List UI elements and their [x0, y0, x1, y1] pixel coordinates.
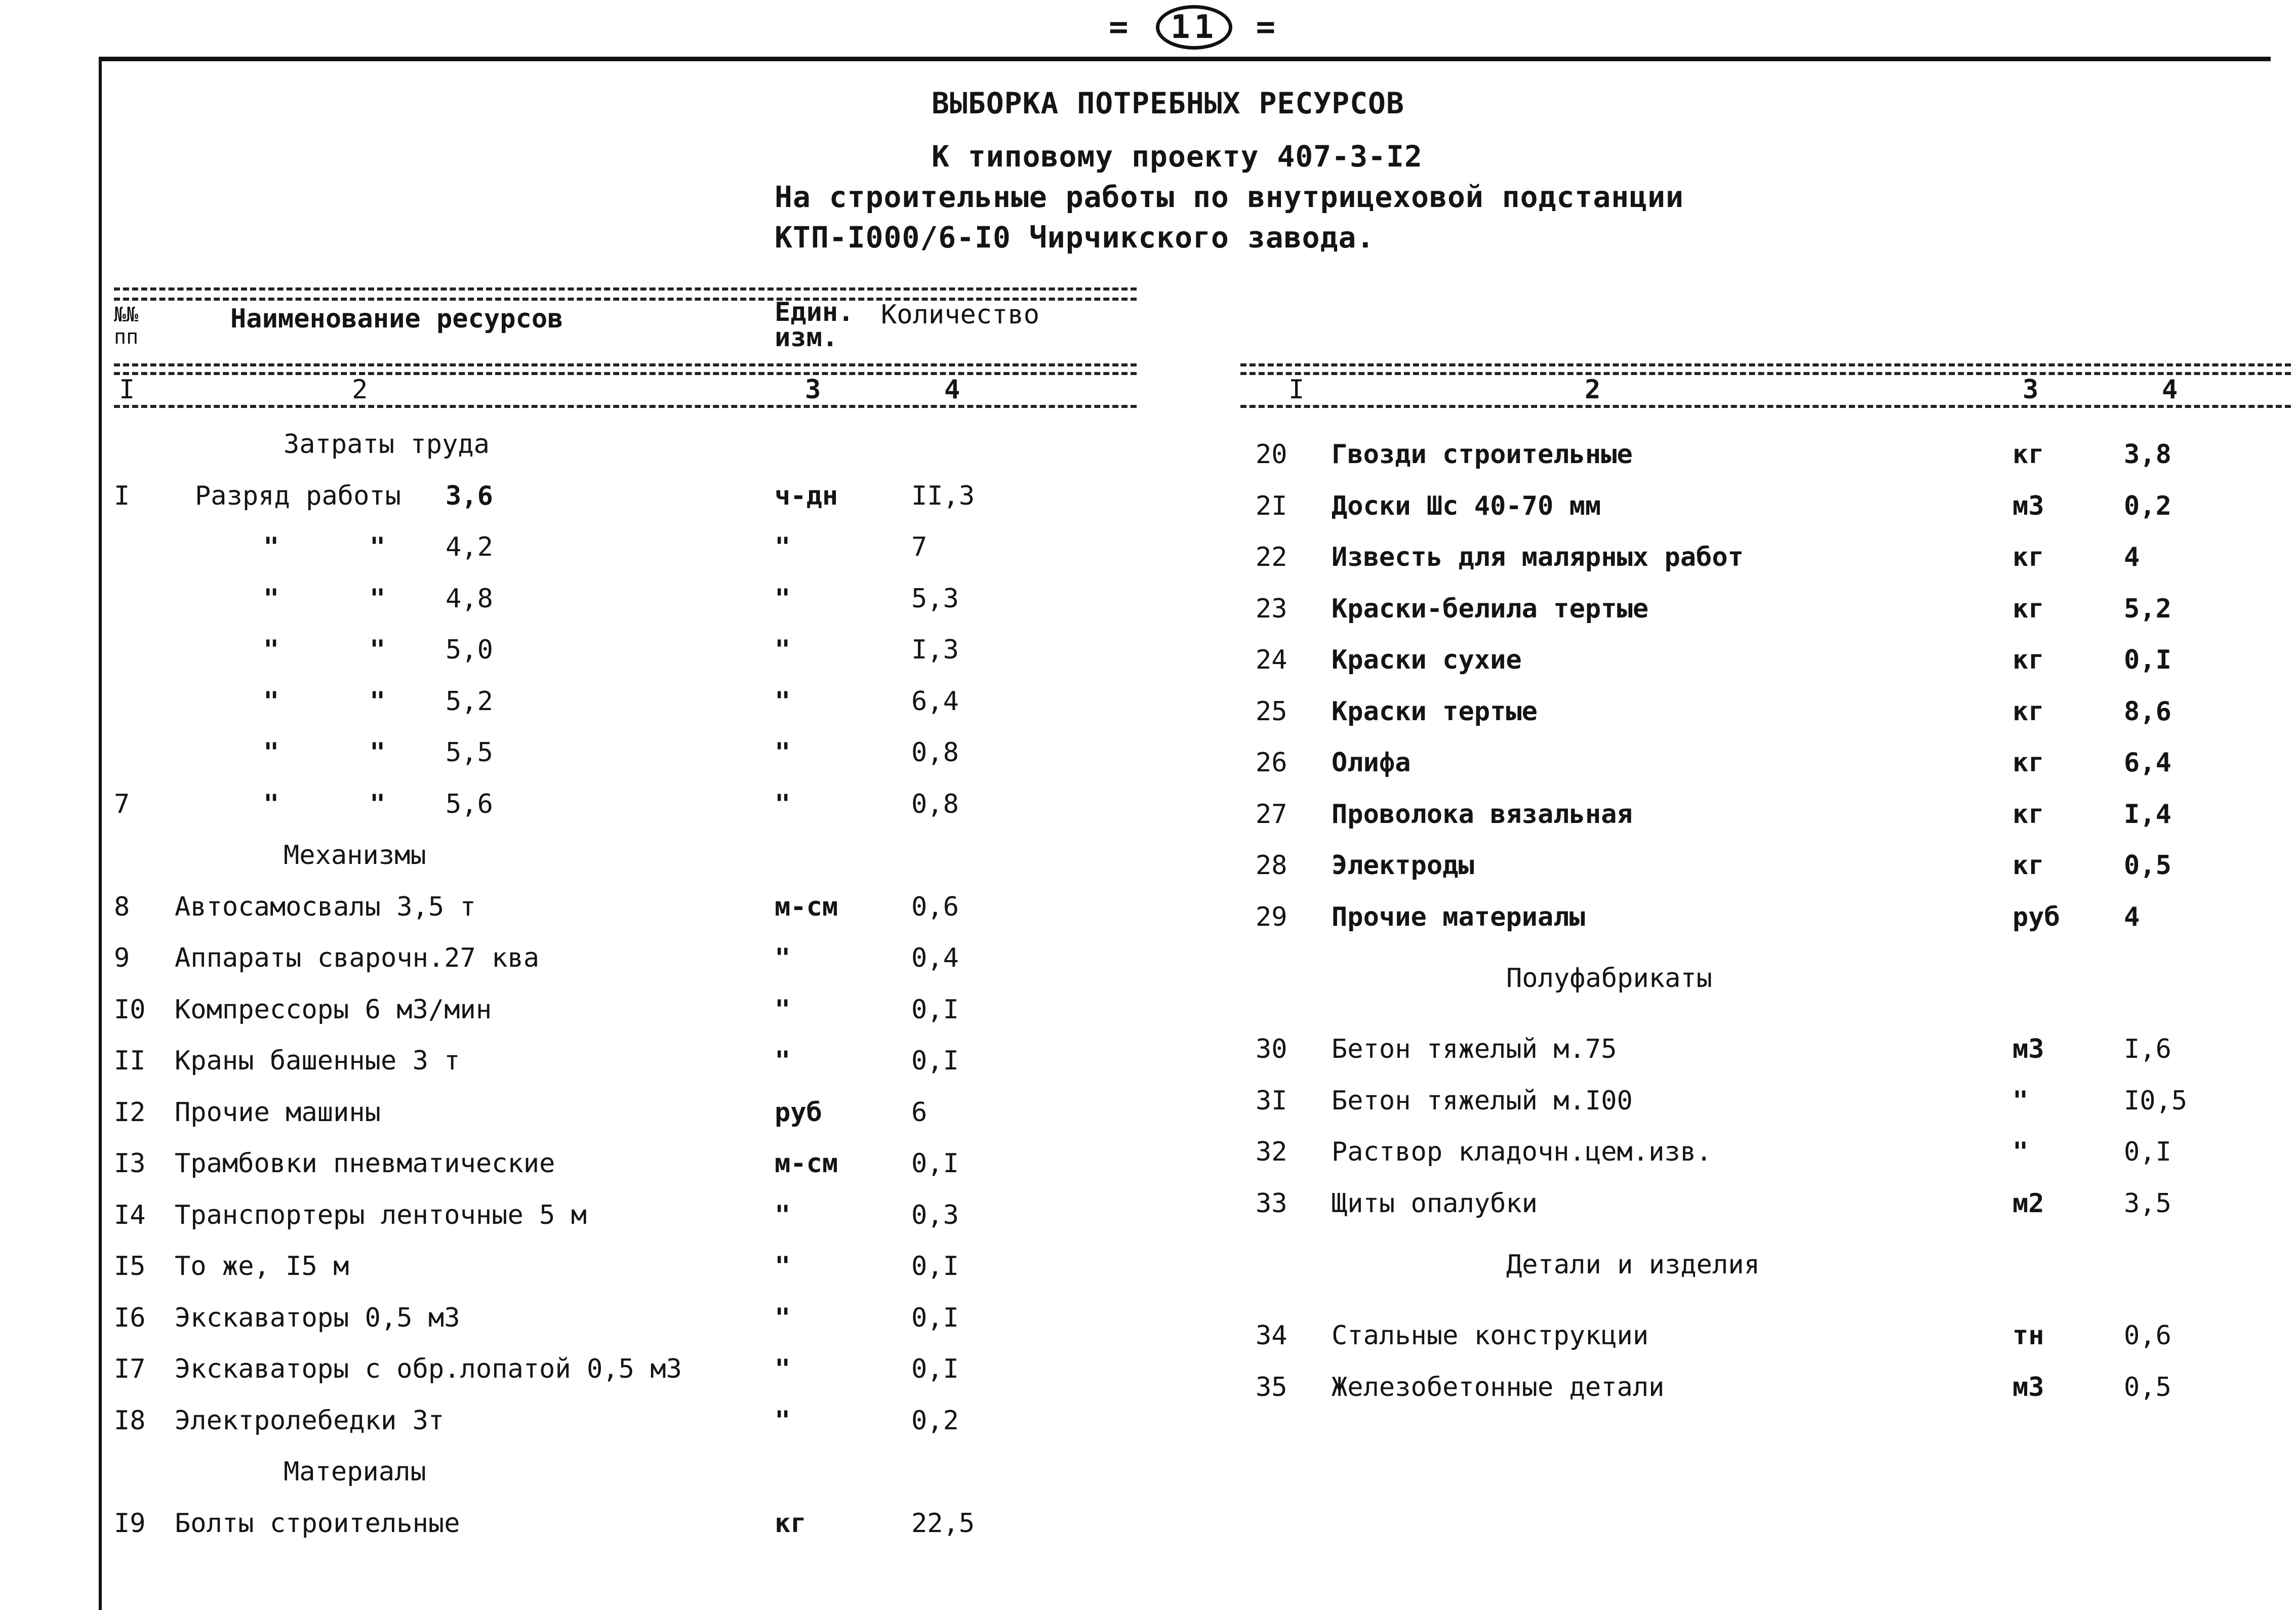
section-heading: Материалы [284, 1457, 426, 1487]
row-number: 34 [1256, 1320, 1287, 1351]
colnum-1-right: I [1288, 375, 1305, 405]
quantity: 6,4 [911, 686, 959, 717]
colnum-1-left: I [119, 375, 135, 405]
resource-name: Раствор кладочн.цем.изв. [1332, 1137, 1712, 1167]
quantity: II,3 [911, 480, 975, 511]
quantity: 0,I [911, 1251, 959, 1282]
resource-name: Автосамосвалы 3,5 т [175, 891, 476, 922]
row-number: 33 [1256, 1188, 1287, 1219]
quantity: 0,6 [2124, 1320, 2171, 1351]
quantity: 22,5 [911, 1508, 975, 1539]
resource-name: Щиты опалубки [1332, 1188, 1538, 1219]
resource-name: Транспортеры ленточные 5 м [175, 1200, 587, 1230]
unit: м-см [775, 891, 838, 922]
unit: " [775, 737, 791, 768]
row-number: I6 [114, 1302, 146, 1333]
resource-name: Доски Шс 40-70 мм [1332, 490, 1601, 521]
colnum-3-left: 3 [805, 375, 821, 405]
unit: " [2012, 1137, 2029, 1167]
unit: руб [2012, 901, 2060, 932]
resource-name: Бетон тяжелый м.I00 [1332, 1085, 1633, 1116]
right-header-rule-bottom [1240, 405, 2291, 408]
row-number: I7 [114, 1354, 146, 1384]
row-number: 3I [1256, 1085, 1287, 1116]
unit: " [775, 1302, 791, 1333]
resource-name: Краски-белила тертые [1332, 593, 1649, 624]
unit: " [775, 1251, 791, 1282]
document-subtitle-scope: На строительные работы по внутрицеховой подстанции [775, 180, 1684, 214]
resource-name: То же, I5 м [175, 1251, 349, 1282]
row-number: 22 [1256, 542, 1287, 572]
resource-name: Железобетонные детали [1332, 1372, 1665, 1402]
quantity: I,3 [911, 635, 959, 665]
row-number: I5 [114, 1251, 146, 1282]
right-header-rule-top-2 [1240, 372, 2291, 375]
unit: " [775, 1200, 791, 1230]
quantity: 8,6 [2124, 696, 2171, 727]
resource-name: Олифа [1332, 748, 1411, 778]
header-unit: Един. изм. [775, 297, 854, 353]
quantity: 0,2 [911, 1405, 959, 1436]
quantity: 3,8 [2124, 439, 2171, 470]
row-number: 8 [114, 891, 130, 922]
unit: м2 [2012, 1188, 2044, 1219]
quantity: 4 [2124, 901, 2140, 932]
row-number: 28 [1256, 850, 1287, 881]
resource-name: Прочие машины [175, 1097, 381, 1128]
resource-name: Аппараты сварочн.27 ква [175, 943, 540, 973]
row-number: 2I [1256, 490, 1287, 521]
quantity: 0,I [2124, 1137, 2171, 1167]
unit: кг [775, 1508, 807, 1539]
section-heading: Детали и изделия [1506, 1250, 1760, 1280]
ditto-mark: " [370, 532, 386, 562]
section-heading: Механизмы [284, 840, 426, 871]
ditto-mark: " [370, 635, 386, 665]
ditto-mark: " [263, 532, 279, 562]
header-rule-bottom [114, 405, 1137, 408]
unit: м3 [2012, 1372, 2044, 1402]
unit: кг [2012, 748, 2044, 778]
quantity: 0,I [911, 1046, 959, 1076]
row-number: 7 [114, 789, 130, 819]
quantity: 6 [911, 1097, 928, 1128]
unit: " [2012, 1085, 2029, 1116]
unit: тн [2012, 1320, 2044, 1351]
quantity: 5,2 [2124, 593, 2171, 624]
unit: кг [2012, 645, 2044, 675]
row-number: I [114, 480, 130, 511]
work-grade: 5,0 [446, 635, 493, 665]
colnum-4-left: 4 [944, 375, 960, 405]
row-number: 35 [1256, 1372, 1287, 1402]
unit: " [775, 943, 791, 973]
document-title: ВЫБОРКА ПОТРЕБНЫХ РЕСУРСОВ [932, 86, 1404, 120]
row-number: II [114, 1046, 146, 1076]
resource-name: Компрессоры 6 м3/мин [175, 994, 492, 1025]
colnum-3-right: 3 [2023, 375, 2039, 405]
quantity: 0,3 [911, 1200, 959, 1230]
quantity: 3,5 [2124, 1188, 2171, 1219]
unit: кг [2012, 542, 2044, 572]
quantity: 0,5 [2124, 1372, 2171, 1402]
unit: кг [2012, 799, 2044, 830]
header-qty: Количество [881, 300, 1040, 330]
quantity: 6,4 [2124, 748, 2171, 778]
document-subtitle-project: К типовому проекту 407-3-I2 [932, 139, 1423, 174]
row-number: 26 [1256, 748, 1287, 778]
ditto-mark: " [370, 737, 386, 768]
unit: " [775, 686, 791, 717]
resource-name: Электроды [1332, 850, 1474, 881]
quantity: 0,2 [2124, 490, 2171, 521]
frame-top-border [99, 57, 2271, 61]
row-number: 27 [1256, 799, 1287, 830]
quantity: 0,4 [911, 943, 959, 973]
quantity: 0,I [911, 1354, 959, 1384]
page-number: = 11 = [1109, 5, 1279, 50]
frame-left-border [99, 57, 102, 1610]
quantity: I,6 [2124, 1034, 2171, 1064]
work-grade: 3,6 [446, 480, 493, 511]
ditto-mark: " [263, 737, 279, 768]
resource-name: Электролебедки 3т [175, 1405, 445, 1436]
resource-name: Гвозди строительные [1332, 439, 1633, 470]
colnum-2-left: 2 [352, 375, 368, 405]
work-grade: 4,8 [446, 583, 493, 614]
unit: " [775, 532, 791, 562]
section-heading: Полуфабрикаты [1506, 963, 1712, 994]
colnum-4-right: 4 [2162, 375, 2178, 405]
ditto-mark: " [263, 635, 279, 665]
quantity: 4 [2124, 542, 2140, 572]
row-number: 25 [1256, 696, 1287, 727]
unit: " [775, 1405, 791, 1436]
quantity: 0,5 [2124, 850, 2171, 881]
unit: " [775, 583, 791, 614]
resource-name: Болты строительные [175, 1508, 460, 1539]
unit: " [775, 789, 791, 819]
resource-name: Проволока вязальная [1332, 799, 1633, 830]
quantity: I,4 [2124, 799, 2171, 830]
quantity: 0,6 [911, 891, 959, 922]
quantity: 5,3 [911, 583, 959, 614]
colnum-2-right: 2 [1585, 375, 1601, 405]
row-number: 9 [114, 943, 130, 973]
row-number: 32 [1256, 1137, 1287, 1167]
section-heading: Затраты труда [284, 429, 490, 460]
resource-name: Разряд работы [195, 480, 401, 511]
row-number: 30 [1256, 1034, 1287, 1064]
row-number: 23 [1256, 593, 1287, 624]
header-rule-mid [114, 363, 1137, 366]
header-name: Наименование ресурсов [230, 304, 563, 334]
ditto-mark: " [370, 583, 386, 614]
resource-name: Краски тертые [1332, 696, 1538, 727]
row-number: I8 [114, 1405, 146, 1436]
header-num: №№ пп [114, 303, 139, 349]
unit: " [775, 635, 791, 665]
unit: кг [2012, 439, 2044, 470]
resource-name: Краски сухие [1332, 645, 1522, 675]
unit: " [775, 1046, 791, 1076]
header-rule-top [114, 287, 1137, 291]
ditto-mark: " [370, 789, 386, 819]
quantity: I0,5 [2124, 1085, 2188, 1116]
quantity: 0,I [911, 994, 959, 1025]
work-grade: 5,6 [446, 789, 493, 819]
row-number: I0 [114, 994, 146, 1025]
row-number: I4 [114, 1200, 146, 1230]
unit: кг [2012, 696, 2044, 727]
quantity: 0,I [2124, 645, 2171, 675]
header-rule-mid-2 [114, 372, 1137, 375]
resource-name: Известь для малярных работ [1332, 542, 1744, 572]
right-header-rule-top [1240, 363, 2291, 366]
quantity: 7 [911, 532, 928, 562]
ditto-mark: " [263, 686, 279, 717]
ditto-mark: " [370, 686, 386, 717]
unit: м-см [775, 1148, 838, 1179]
ditto-mark: " [263, 789, 279, 819]
resource-name: Бетон тяжелый м.75 [1332, 1034, 1617, 1064]
row-number: 24 [1256, 645, 1287, 675]
unit: кг [2012, 593, 2044, 624]
quantity: 0,8 [911, 737, 959, 768]
ditto-mark: " [263, 583, 279, 614]
document-subtitle-object: КТП-I000/6-I0 Чирчикского завода. [775, 220, 1375, 255]
row-number: I3 [114, 1148, 146, 1179]
work-grade: 5,5 [446, 737, 493, 768]
resource-name: Стальные конструкции [1332, 1320, 1649, 1351]
unit: руб [775, 1097, 822, 1128]
unit: кг [2012, 850, 2044, 881]
resource-name: Экскаваторы 0,5 м3 [175, 1302, 460, 1333]
resource-name: Краны башенные 3 т [175, 1046, 460, 1076]
quantity: 0,8 [911, 789, 959, 819]
resource-name: Экскаваторы с обр.лопатой 0,5 м3 [175, 1354, 682, 1384]
unit: м3 [2012, 490, 2044, 521]
work-grade: 4,2 [446, 532, 493, 562]
quantity: 0,I [911, 1148, 959, 1179]
row-number: 20 [1256, 439, 1287, 470]
unit: ч-дн [775, 480, 838, 511]
resource-name: Трамбовки пневматические [175, 1148, 555, 1179]
row-number: 29 [1256, 901, 1287, 932]
resource-name: Прочие материалы [1332, 901, 1585, 932]
unit: м3 [2012, 1034, 2044, 1064]
row-number: I2 [114, 1097, 146, 1128]
quantity: 0,I [911, 1302, 959, 1333]
unit: " [775, 994, 791, 1025]
unit: " [775, 1354, 791, 1384]
work-grade: 5,2 [446, 686, 493, 717]
row-number: I9 [114, 1508, 146, 1539]
